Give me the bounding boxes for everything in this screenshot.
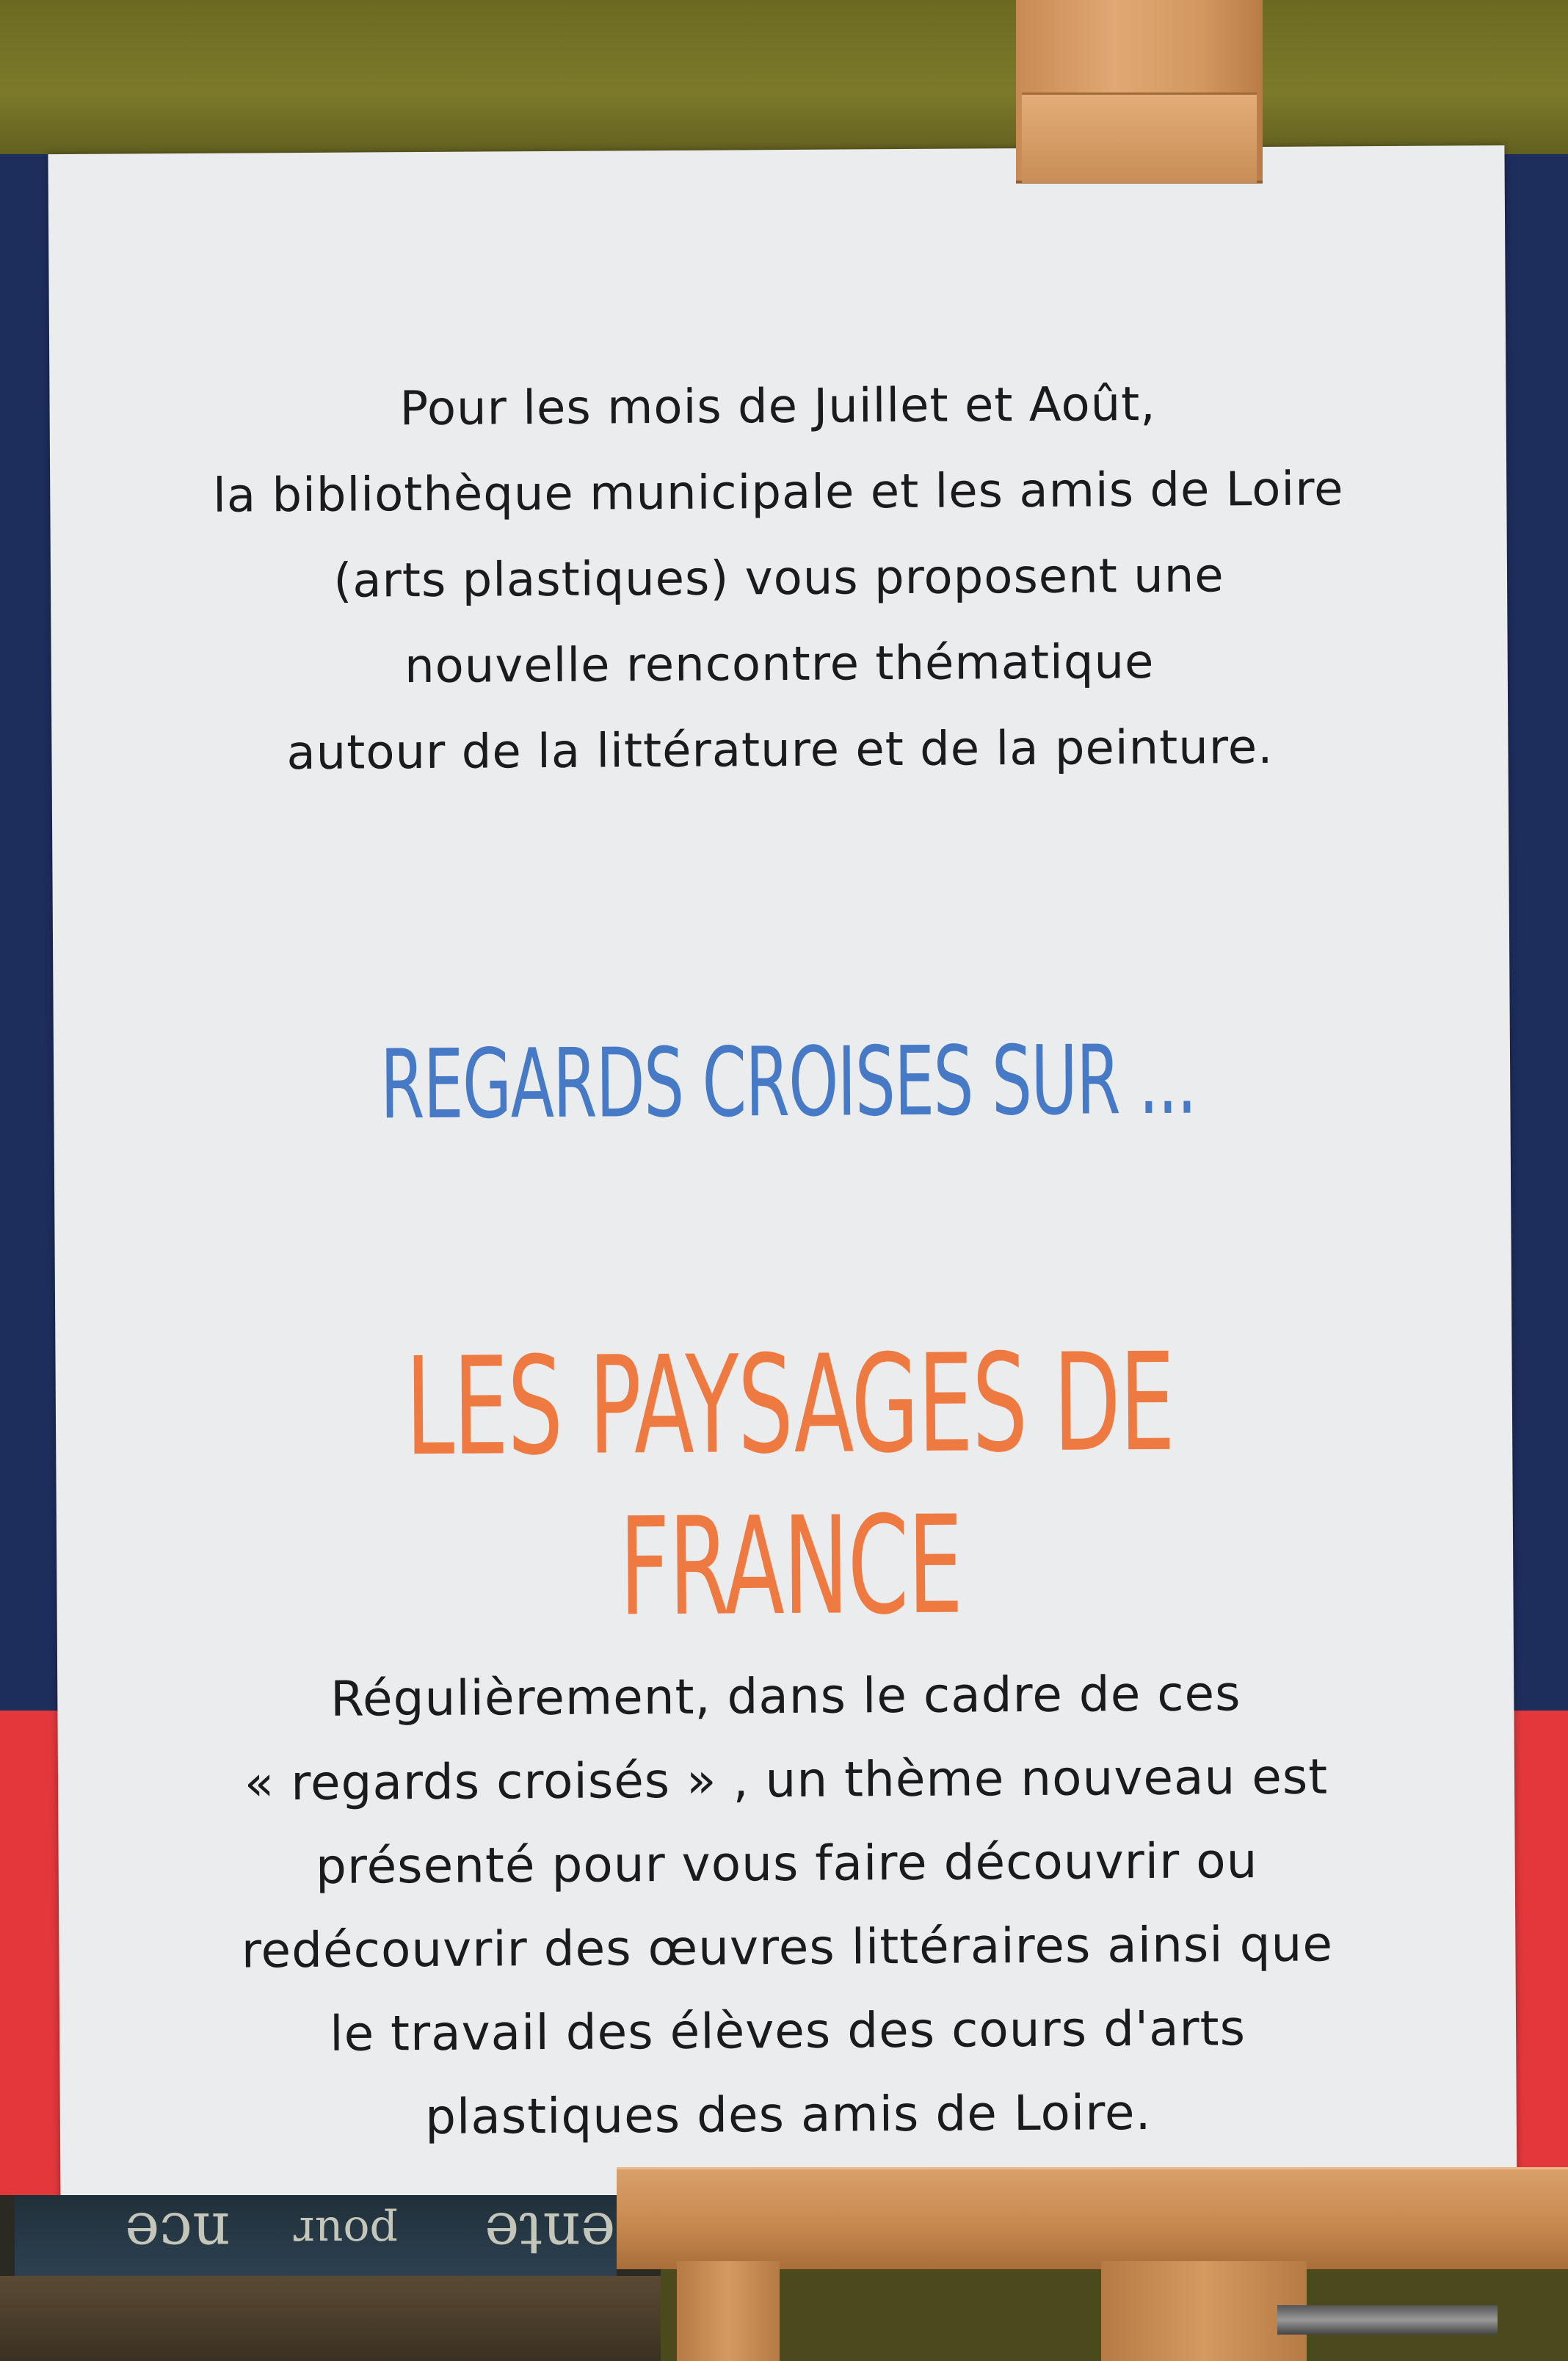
easel-ledge xyxy=(617,2167,1568,2269)
outro-line: présenté pour vous faire découvrir ou xyxy=(315,1832,1258,1895)
outro-line: Régulièrement, dans le cadre de ces xyxy=(330,1665,1241,1727)
intro-line: (arts plastiques) vous proposent une xyxy=(333,548,1224,609)
book-spine-text: nce xyxy=(125,2199,231,2268)
poster-description xyxy=(112,1650,1462,2161)
book-spine-text: ente xyxy=(484,2199,616,2268)
outro-line: le travail des élèves des cours d'arts xyxy=(330,2000,1246,2062)
easel-hinge xyxy=(1277,2305,1498,2335)
intro-line: la bibliothèque municipale et les amis de Loire xyxy=(212,462,1344,523)
easel-top-clamp-face xyxy=(1022,93,1257,183)
outro-line: redécouvrir des œuvres littéraires ainsi que xyxy=(241,1915,1334,1979)
outro-line: plastiques des amis de Loire. xyxy=(424,2084,1152,2146)
poster-subtitle: REGARDS CROISES SUR ... xyxy=(380,1023,1197,1141)
poster-title: LES PAYSAGES DE FRANCE xyxy=(404,1324,1175,1647)
poster-sheet xyxy=(48,145,1517,2202)
easel-leg xyxy=(677,2261,780,2361)
book-spine-text: pour xyxy=(294,2207,398,2258)
intro-line: Pour les mois de Juillet et Août, xyxy=(399,377,1156,437)
easel-leg xyxy=(1101,2261,1307,2361)
background-wall xyxy=(0,0,1568,169)
intro-line: nouvelle rencontre thématique xyxy=(404,634,1155,694)
intro-line: autour de la littérature et de la peinture. xyxy=(286,719,1274,781)
shelf xyxy=(0,2276,661,2361)
book-spine xyxy=(15,2195,617,2276)
poster-intro xyxy=(104,360,1454,797)
outro-line: « regards croisés » , un thème nouveau est xyxy=(244,1748,1329,1812)
